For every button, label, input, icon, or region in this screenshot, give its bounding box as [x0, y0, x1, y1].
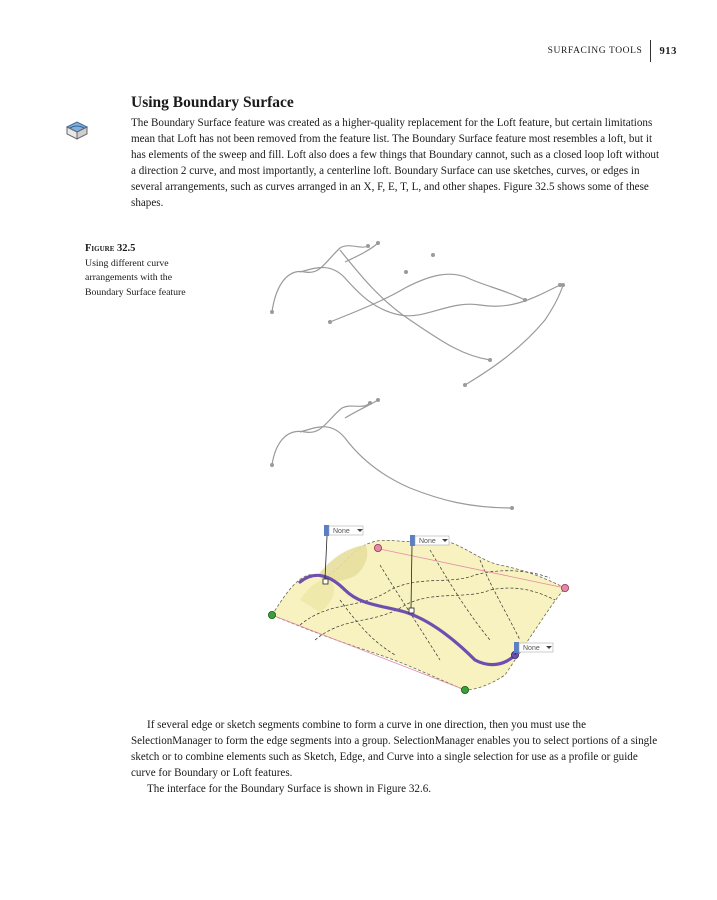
callout-1-text: None — [333, 528, 350, 535]
running-head-section: SURFACING TOOLS — [547, 46, 643, 56]
curve-arrangement-top — [272, 243, 563, 385]
point-green-left — [268, 611, 275, 618]
curve-top-3 — [330, 274, 525, 322]
handle-2 — [409, 608, 414, 613]
figure-label: Figure 32.5 — [85, 243, 136, 254]
closing-paragraph-2: The interface for the Boundary Surface is shown in Figure 32.6. — [147, 783, 432, 796]
handle-1 — [323, 579, 328, 584]
curve-top-5 — [465, 285, 563, 385]
closing-text — [131, 717, 661, 797]
intro-paragraph: The Boundary Surface feature was created as a higher-quality replacement for the Loft feature, but certain limitations mean that Loft has not been removed from the feature list. The Boundary Surface feature most resembles a loft, but it has elements of the sweep and fill. Loft also does a few things that Boundary cannot, such as a closed loop loft without a direction 2 curve, and most importantly, a centerline loft. Boundary Surface can use sketches, curves, or edges in several arrangements, such as curves arranged in an X, F, E, T, L, and other shapes. Figure 32.5 shows some of these shapes. — [131, 117, 660, 210]
callout-2-text: None — [419, 538, 436, 545]
curve-top-2 — [300, 268, 560, 316]
curve-top-4 — [340, 250, 490, 360]
curve-middle-2 — [300, 427, 512, 508]
callout-1 — [324, 525, 363, 536]
curve-middle-endpoints — [270, 398, 514, 510]
surface-body — [272, 539, 565, 690]
figure-caption-text: Using different curve arrangements with the Boundary Surface feature — [85, 257, 186, 298]
closing-paragraph-1: If several edge or sketch segments combine to form a curve in one direction, then you must use the SelectionManager to form the edge segments into a group. SelectionManager enables you to select portions of a single sketch or to combine elements such as Sketch, Edge, and Curve into a single selection for use as a profile or guide curve for Boundary or Loft features. — [131, 719, 658, 780]
section-heading: Using Boundary Surface — [131, 94, 294, 111]
callout-2 — [410, 535, 449, 546]
point-pink-right — [561, 584, 568, 591]
boundary-surface — [268, 536, 568, 694]
callout-3 — [514, 642, 553, 653]
page-number: 913 — [659, 45, 677, 57]
curve-middle-3 — [345, 400, 378, 418]
point-green-bottom — [461, 686, 468, 693]
curve-top-endpoints — [270, 241, 565, 387]
curve-arrangement-middle — [272, 400, 512, 508]
callout-3-text: None — [523, 645, 540, 652]
curve-top-1 — [272, 246, 368, 312]
point-pink-top — [374, 544, 381, 551]
